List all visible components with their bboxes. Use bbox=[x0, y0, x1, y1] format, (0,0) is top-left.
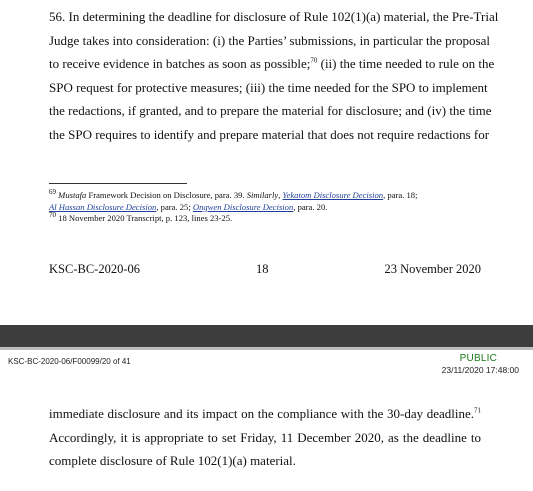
paragraph-line: complete disclosure of Rule 102(1)(a) material. bbox=[49, 453, 296, 468]
footnote-ref-71[interactable]: 71 bbox=[474, 406, 481, 415]
footnote-69-cont: Al Hassan Disclosure Decision, para. 25; Ongwen Disclosure Decision, para. 20. bbox=[49, 201, 328, 212]
paragraph-continuation bbox=[49, 402, 481, 473]
paragraph-line: SPO request for protective measures; (iii) the time needed for the SPO to implement bbox=[49, 79, 488, 95]
link-yekatom-decision[interactable]: Yekatom Disclosure Decision bbox=[282, 190, 384, 200]
classification-badge: PUBLIC bbox=[459, 353, 497, 364]
paragraph-line: Accordingly, it is appropriate to set Friday, 11 December 2020, as the deadline to bbox=[49, 429, 481, 445]
footer-page-number: 18 bbox=[255, 262, 269, 276]
footnote-69: $^{69}$ Mustafa Framework Decision on Disclosure, para. 39. Similarly, Yekatom Disclosure Decision, para. 18; bbox=[49, 188, 418, 200]
footnote-divider bbox=[49, 183, 187, 184]
footnote-70: $^{70}$ 18 November 2020 Transcript, p. 123, lines 23-25. bbox=[49, 211, 233, 223]
header-timestamp: 23/11/2020 17:48:00 bbox=[441, 365, 519, 375]
paragraph-line: the SPO requires to identify and prepare material that does not require redactions for bbox=[49, 126, 490, 142]
footnotes bbox=[49, 190, 489, 225]
link-al-hassan-decision[interactable]: Al Hassan Disclosure Decision bbox=[49, 201, 157, 212]
paragraph-line: to receive evidence in batches as soon as possible;$^{70}$ (ii) the time needed to rule on the bbox=[49, 56, 495, 71]
paragraph-line: immediate disclosure and its impact on the compliance with the 30-day deadline.$^{71}$ bbox=[49, 406, 481, 421]
page-footer bbox=[49, 262, 481, 277]
paragraph-line: the redactions, if granted, and to prepare the material for disclosure; and (iv) the time bbox=[49, 103, 492, 118]
page-separator bbox=[0, 325, 533, 347]
page-header bbox=[0, 350, 533, 390]
link-ongwen-decision[interactable]: Ongwen Disclosure Decision bbox=[192, 201, 294, 212]
paragraph-line: Judge takes into consideration: (i) the Parties’ submissions, in particular the proposal bbox=[49, 32, 490, 48]
paragraph-56 bbox=[49, 5, 499, 146]
footer-date: 23 November 2020 bbox=[384, 262, 481, 276]
footnote-ref-70[interactable]: 70 bbox=[310, 56, 318, 65]
footer-case-number: KSC-BC-2020-06 bbox=[49, 262, 140, 276]
paragraph-line: 56. In determining the deadline for disclosure of Rule 102(1)(a) material, the Pre-Trial bbox=[49, 9, 499, 24]
header-document-id: KSC-BC-2020-06/F00099/20 of 41 bbox=[8, 357, 131, 366]
